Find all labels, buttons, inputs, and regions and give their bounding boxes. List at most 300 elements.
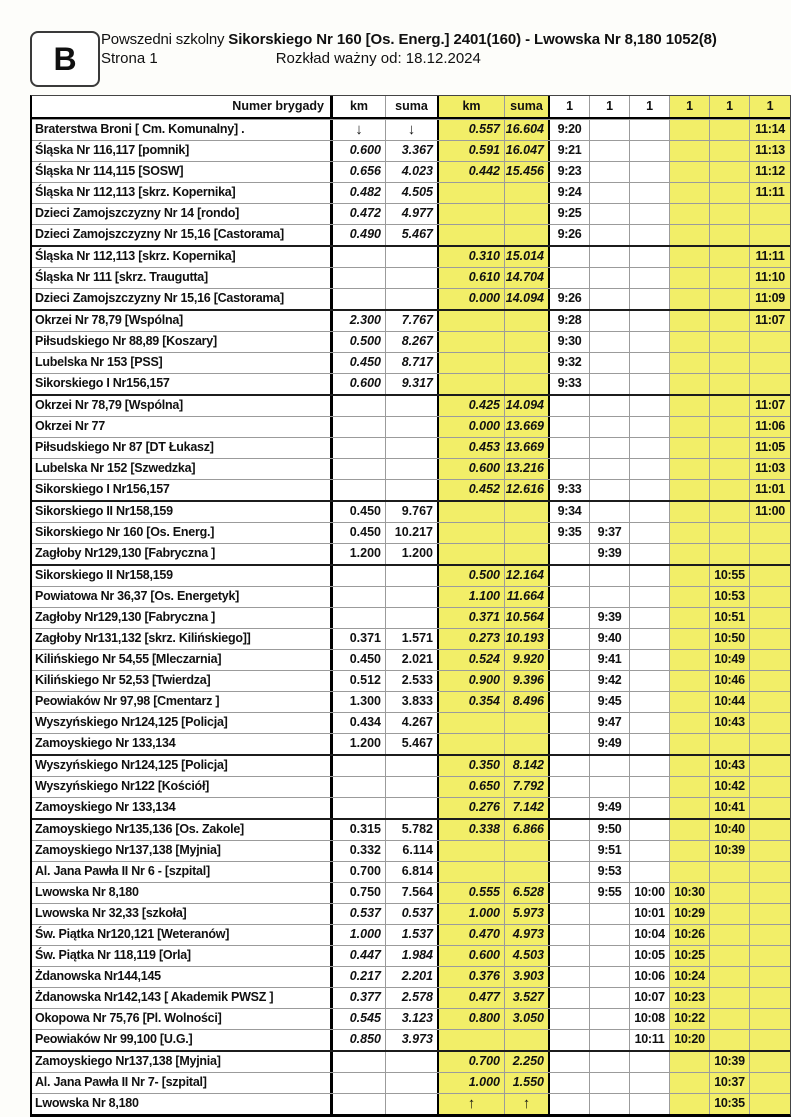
time-cell bbox=[550, 883, 590, 903]
route-down-arrow-icon: ↓ bbox=[333, 120, 386, 140]
time-cell: 10:39 bbox=[710, 1052, 750, 1072]
timetable-row bbox=[32, 331, 790, 352]
timetable-row bbox=[32, 1008, 790, 1029]
km-cell: 1.000 bbox=[439, 1073, 505, 1093]
timetable-row bbox=[32, 924, 790, 945]
time-cell bbox=[710, 438, 750, 458]
suma-cell bbox=[505, 374, 550, 394]
suma-cell bbox=[505, 544, 550, 564]
km-cell: 0.900 bbox=[439, 671, 505, 691]
stop-name-cell: Żdanowska Nr142,143 [ Akademik PWSZ ] bbox=[32, 988, 333, 1008]
time-cell bbox=[710, 162, 750, 182]
time-cell bbox=[670, 141, 710, 161]
time-cell bbox=[670, 396, 710, 416]
time-cell bbox=[670, 480, 710, 500]
time-cell: 9:30 bbox=[550, 332, 590, 352]
stop-name-cell: Śląska Nr 112,113 [skrz. Kopernika] bbox=[32, 183, 333, 203]
km-cell: 0.332 bbox=[333, 841, 386, 861]
valid-from-label: Rozkład ważny od: 18.12.2024 bbox=[275, 50, 481, 67]
time-cell bbox=[550, 1094, 590, 1114]
stop-name-cell: Wyszyńskiego Nr124,125 [Policja] bbox=[32, 713, 333, 733]
stop-name-cell: Śląska Nr 112,113 [skrz. Kopernika] bbox=[32, 247, 333, 267]
time-cell: 10:53 bbox=[710, 587, 750, 607]
time-cell bbox=[630, 438, 670, 458]
km-cell: 1.100 bbox=[439, 587, 505, 607]
time-cell bbox=[550, 777, 590, 797]
suma-cell: 6.528 bbox=[505, 883, 550, 903]
time-cell bbox=[630, 289, 670, 309]
km-cell: 1.000 bbox=[439, 904, 505, 924]
time-cell: 10:29 bbox=[670, 904, 710, 924]
suma-cell: 3.527 bbox=[505, 988, 550, 1008]
suma-cell bbox=[505, 841, 550, 861]
stop-name-cell: Peowiaków Nr 99,100 [U.G.] bbox=[32, 1030, 333, 1050]
suma-cell bbox=[386, 247, 439, 267]
km-cell bbox=[333, 566, 386, 586]
time-cell: 11:07 bbox=[750, 396, 790, 416]
suma-cell bbox=[386, 608, 439, 628]
timetable-row bbox=[32, 754, 790, 776]
time-cell bbox=[590, 311, 630, 331]
suma-cell: 9.767 bbox=[386, 502, 439, 522]
stop-name-cell: Śląska Nr 116,117 [pomnik] bbox=[32, 141, 333, 161]
column-header: suma bbox=[386, 96, 439, 117]
column-header: 1 bbox=[670, 96, 710, 117]
timetable-row bbox=[32, 776, 790, 797]
stop-name-cell: Okrzei Nr 78,79 [Wspólna] bbox=[32, 396, 333, 416]
time-cell bbox=[750, 862, 790, 882]
suma-cell bbox=[386, 438, 439, 458]
suma-cell: 3.367 bbox=[386, 141, 439, 161]
stop-name-cell: Wyszyńskiego Nr124,125 [Policja] bbox=[32, 756, 333, 776]
time-cell bbox=[670, 183, 710, 203]
km-cell: 0.376 bbox=[439, 967, 505, 987]
km-cell bbox=[333, 756, 386, 776]
suma-cell bbox=[505, 862, 550, 882]
column-header: km bbox=[333, 96, 386, 117]
suma-cell: 16.604 bbox=[505, 120, 550, 140]
km-cell: 0.450 bbox=[333, 523, 386, 543]
time-cell bbox=[590, 566, 630, 586]
time-cell: 10:08 bbox=[630, 1009, 670, 1029]
time-cell bbox=[550, 247, 590, 267]
suma-cell: 2.021 bbox=[386, 650, 439, 670]
time-cell bbox=[590, 1094, 630, 1114]
time-cell bbox=[710, 1009, 750, 1029]
km-cell: 0.500 bbox=[333, 332, 386, 352]
time-cell: 9:33 bbox=[550, 374, 590, 394]
time-cell bbox=[550, 988, 590, 1008]
time-cell bbox=[670, 544, 710, 564]
time-cell bbox=[670, 671, 710, 691]
time-cell bbox=[750, 566, 790, 586]
column-header: 1 bbox=[590, 96, 630, 117]
time-cell bbox=[710, 925, 750, 945]
suma-cell bbox=[505, 523, 550, 543]
suma-cell: 9.920 bbox=[505, 650, 550, 670]
suma-cell: 1.200 bbox=[386, 544, 439, 564]
km-cell: 0.800 bbox=[439, 1009, 505, 1029]
suma-cell: 5.467 bbox=[386, 225, 439, 245]
time-cell bbox=[630, 225, 670, 245]
timetable-row bbox=[32, 586, 790, 607]
time-cell: 10:05 bbox=[630, 946, 670, 966]
time-cell: 9:49 bbox=[590, 798, 630, 818]
time-cell bbox=[630, 756, 670, 776]
time-cell bbox=[630, 204, 670, 224]
time-cell bbox=[710, 417, 750, 437]
time-cell: 10:23 bbox=[670, 988, 710, 1008]
time-cell bbox=[630, 353, 670, 373]
time-cell: 10:43 bbox=[710, 756, 750, 776]
km-cell: 2.300 bbox=[333, 311, 386, 331]
suma-cell: 6.814 bbox=[386, 862, 439, 882]
time-cell: 11:06 bbox=[750, 417, 790, 437]
time-cell bbox=[670, 247, 710, 267]
time-cell bbox=[590, 756, 630, 776]
time-cell bbox=[750, 734, 790, 754]
time-cell bbox=[550, 1030, 590, 1050]
time-cell bbox=[630, 396, 670, 416]
timetable-row bbox=[32, 1072, 790, 1093]
suma-cell: 7.767 bbox=[386, 311, 439, 331]
time-cell bbox=[670, 587, 710, 607]
stop-name-cell: Lwowska Nr 32,33 [szkoła] bbox=[32, 904, 333, 924]
time-cell bbox=[750, 353, 790, 373]
time-cell bbox=[670, 459, 710, 479]
time-cell: 9:40 bbox=[590, 629, 630, 649]
time-cell bbox=[710, 523, 750, 543]
time-cell bbox=[590, 417, 630, 437]
time-cell: 9:47 bbox=[590, 713, 630, 733]
time-cell bbox=[710, 946, 750, 966]
timetable-row bbox=[32, 479, 790, 500]
km-cell: 0.600 bbox=[333, 374, 386, 394]
km-cell: 0.600 bbox=[439, 946, 505, 966]
km-cell bbox=[333, 438, 386, 458]
time-cell bbox=[750, 1030, 790, 1050]
suma-cell: 3.123 bbox=[386, 1009, 439, 1029]
time-cell bbox=[750, 967, 790, 987]
suma-cell: 13.669 bbox=[505, 417, 550, 437]
timetable-row bbox=[32, 628, 790, 649]
stop-name-cell: Sikorskiego II Nr158,159 bbox=[32, 502, 333, 522]
time-cell bbox=[550, 650, 590, 670]
time-cell bbox=[590, 946, 630, 966]
km-cell: 0.470 bbox=[439, 925, 505, 945]
time-cell: 9:24 bbox=[550, 183, 590, 203]
stop-name-cell: Al. Jana Pawła II Nr 7- [szpital] bbox=[32, 1073, 333, 1093]
time-cell bbox=[590, 268, 630, 288]
time-cell bbox=[710, 883, 750, 903]
suma-cell: 3.833 bbox=[386, 692, 439, 712]
km-cell bbox=[333, 798, 386, 818]
time-cell bbox=[750, 946, 790, 966]
suma-cell: 14.094 bbox=[505, 289, 550, 309]
suma-cell bbox=[505, 183, 550, 203]
route-up-arrow-icon: ↑ bbox=[439, 1094, 505, 1114]
km-cell: 0.452 bbox=[439, 480, 505, 500]
time-cell: 10:24 bbox=[670, 967, 710, 987]
km-cell: 0.371 bbox=[439, 608, 505, 628]
time-cell: 9:39 bbox=[590, 544, 630, 564]
km-cell: 0.545 bbox=[333, 1009, 386, 1029]
suma-cell: 10.217 bbox=[386, 523, 439, 543]
time-cell bbox=[750, 523, 790, 543]
suma-cell bbox=[386, 480, 439, 500]
time-cell: 9:32 bbox=[550, 353, 590, 373]
time-cell bbox=[550, 946, 590, 966]
time-cell bbox=[710, 459, 750, 479]
time-cell bbox=[670, 692, 710, 712]
time-cell bbox=[590, 1009, 630, 1029]
time-cell bbox=[590, 332, 630, 352]
time-cell bbox=[590, 204, 630, 224]
suma-cell bbox=[505, 1030, 550, 1050]
time-cell: 10:44 bbox=[710, 692, 750, 712]
km-cell: 0.453 bbox=[439, 438, 505, 458]
km-cell bbox=[439, 204, 505, 224]
time-cell bbox=[630, 332, 670, 352]
column-header: 1 bbox=[550, 96, 590, 117]
time-cell bbox=[550, 459, 590, 479]
time-cell bbox=[590, 904, 630, 924]
stop-name-cell: Lwowska Nr 8,180 bbox=[32, 1094, 333, 1114]
stop-name-cell: Sikorskiego I Nr156,157 bbox=[32, 480, 333, 500]
time-cell bbox=[710, 204, 750, 224]
time-cell bbox=[670, 1073, 710, 1093]
time-cell bbox=[630, 671, 670, 691]
timetable-row bbox=[32, 224, 790, 245]
km-cell: 0.450 bbox=[333, 353, 386, 373]
time-cell bbox=[670, 841, 710, 861]
time-cell bbox=[710, 332, 750, 352]
suma-cell bbox=[386, 1094, 439, 1114]
suma-cell: 6.866 bbox=[505, 820, 550, 840]
time-cell: 9:49 bbox=[590, 734, 630, 754]
suma-cell: 10.564 bbox=[505, 608, 550, 628]
suma-cell: 10.193 bbox=[505, 629, 550, 649]
time-cell bbox=[750, 1073, 790, 1093]
km-cell bbox=[333, 417, 386, 437]
km-cell: 0.447 bbox=[333, 946, 386, 966]
stop-name-cell: Okrzei Nr 77 bbox=[32, 417, 333, 437]
column-header: km bbox=[439, 96, 505, 117]
time-cell bbox=[550, 713, 590, 733]
stop-name-cell: Zamoyskiego Nr135,136 [Os. Zakole] bbox=[32, 820, 333, 840]
km-cell: 1.000 bbox=[333, 925, 386, 945]
timetable-row bbox=[32, 1093, 790, 1114]
time-cell bbox=[630, 820, 670, 840]
time-cell: 9:26 bbox=[550, 225, 590, 245]
column-header: 1 bbox=[630, 96, 670, 117]
time-cell bbox=[710, 268, 750, 288]
suma-cell: 4.973 bbox=[505, 925, 550, 945]
time-cell: 9:41 bbox=[590, 650, 630, 670]
km-cell: 0.610 bbox=[439, 268, 505, 288]
suma-cell: 2.201 bbox=[386, 967, 439, 987]
time-cell bbox=[710, 120, 750, 140]
stop-name-cell: Dzieci Zamojszczyzny Nr 15,16 [Castorama] bbox=[32, 225, 333, 245]
time-cell: 11:10 bbox=[750, 268, 790, 288]
stop-name-cell: Al. Jana Pawła II Nr 6 - [szpital] bbox=[32, 862, 333, 882]
stop-name-cell: Św. Piątka Nr120,121 [Weteranów] bbox=[32, 925, 333, 945]
time-cell: 10:39 bbox=[710, 841, 750, 861]
timetable-row bbox=[32, 945, 790, 966]
time-cell bbox=[630, 374, 670, 394]
km-cell: 0.555 bbox=[439, 883, 505, 903]
time-cell: 10:42 bbox=[710, 777, 750, 797]
time-cell bbox=[550, 566, 590, 586]
suma-cell: 9.396 bbox=[505, 671, 550, 691]
km-cell bbox=[333, 608, 386, 628]
time-cell bbox=[590, 480, 630, 500]
stop-name-cell: Śląska Nr 114,115 [SOSW] bbox=[32, 162, 333, 182]
time-cell: 10:51 bbox=[710, 608, 750, 628]
km-cell: 0.600 bbox=[333, 141, 386, 161]
time-cell: 9:55 bbox=[590, 883, 630, 903]
time-cell bbox=[670, 120, 710, 140]
time-cell bbox=[630, 713, 670, 733]
route-up-arrow-icon: ↑ bbox=[505, 1094, 550, 1114]
km-cell: 0.591 bbox=[439, 141, 505, 161]
suma-cell bbox=[386, 587, 439, 607]
timetable-row bbox=[32, 797, 790, 818]
time-cell bbox=[670, 777, 710, 797]
time-cell bbox=[670, 353, 710, 373]
time-cell: 9:35 bbox=[550, 523, 590, 543]
time-cell bbox=[670, 629, 710, 649]
time-cell bbox=[630, 1052, 670, 1072]
time-cell bbox=[750, 756, 790, 776]
suma-cell bbox=[386, 289, 439, 309]
suma-cell bbox=[505, 204, 550, 224]
time-cell bbox=[670, 862, 710, 882]
time-cell bbox=[630, 502, 670, 522]
km-cell: 1.200 bbox=[333, 544, 386, 564]
stop-name-cell: Zamoyskiego Nr137,138 [Myjnia] bbox=[32, 841, 333, 861]
time-cell bbox=[630, 141, 670, 161]
time-cell bbox=[670, 820, 710, 840]
timetable-row bbox=[32, 818, 790, 840]
km-cell: 0.850 bbox=[333, 1030, 386, 1050]
timetable-row bbox=[32, 670, 790, 691]
time-cell bbox=[550, 268, 590, 288]
time-cell bbox=[670, 289, 710, 309]
km-cell: 0.000 bbox=[439, 289, 505, 309]
time-cell: 10:43 bbox=[710, 713, 750, 733]
suma-cell bbox=[505, 311, 550, 331]
time-cell bbox=[630, 120, 670, 140]
suma-cell: 4.023 bbox=[386, 162, 439, 182]
route-down-arrow-icon: ↓ bbox=[386, 120, 439, 140]
time-cell bbox=[550, 756, 590, 776]
time-cell bbox=[670, 374, 710, 394]
time-cell: 10:01 bbox=[630, 904, 670, 924]
time-cell: 11:03 bbox=[750, 459, 790, 479]
time-cell bbox=[590, 777, 630, 797]
time-cell: 10:46 bbox=[710, 671, 750, 691]
km-cell: 0.315 bbox=[333, 820, 386, 840]
time-cell: 9:50 bbox=[590, 820, 630, 840]
km-cell bbox=[333, 289, 386, 309]
header-second-line bbox=[101, 50, 791, 67]
suma-cell bbox=[386, 756, 439, 776]
time-cell bbox=[750, 544, 790, 564]
time-cell: 10:26 bbox=[670, 925, 710, 945]
km-cell bbox=[439, 374, 505, 394]
time-cell bbox=[750, 692, 790, 712]
time-cell bbox=[630, 1073, 670, 1093]
time-cell: 10:55 bbox=[710, 566, 750, 586]
time-cell bbox=[710, 289, 750, 309]
timetable-row bbox=[32, 649, 790, 670]
suma-cell: 8.267 bbox=[386, 332, 439, 352]
km-cell: 1.200 bbox=[333, 734, 386, 754]
suma-cell: 7.142 bbox=[505, 798, 550, 818]
km-cell: 0.000 bbox=[439, 417, 505, 437]
time-cell: 10:50 bbox=[710, 629, 750, 649]
time-cell bbox=[590, 120, 630, 140]
time-cell bbox=[750, 225, 790, 245]
time-cell bbox=[550, 862, 590, 882]
suma-cell bbox=[505, 713, 550, 733]
km-cell: 0.557 bbox=[439, 120, 505, 140]
time-cell bbox=[750, 608, 790, 628]
suma-cell: 11.664 bbox=[505, 587, 550, 607]
stop-name-cell: Zamoyskiego Nr137,138 [Myjnia] bbox=[32, 1052, 333, 1072]
km-cell: 0.700 bbox=[333, 862, 386, 882]
km-cell: 0.371 bbox=[333, 629, 386, 649]
suma-cell: 16.047 bbox=[505, 141, 550, 161]
time-cell bbox=[630, 608, 670, 628]
suma-cell: 12.164 bbox=[505, 566, 550, 586]
suma-cell: 6.114 bbox=[386, 841, 439, 861]
time-cell: 11:00 bbox=[750, 502, 790, 522]
time-cell: 9:28 bbox=[550, 311, 590, 331]
km-cell bbox=[439, 353, 505, 373]
time-cell bbox=[630, 798, 670, 818]
timetable-row bbox=[32, 140, 790, 161]
time-cell bbox=[630, 566, 670, 586]
km-cell: 0.472 bbox=[333, 204, 386, 224]
timetable-row bbox=[32, 288, 790, 309]
suma-cell: 4.503 bbox=[505, 946, 550, 966]
time-cell bbox=[590, 438, 630, 458]
suma-cell: 1.984 bbox=[386, 946, 439, 966]
time-cell bbox=[710, 353, 750, 373]
time-cell bbox=[550, 692, 590, 712]
column-header: 1 bbox=[710, 96, 750, 117]
suma-cell: 5.467 bbox=[386, 734, 439, 754]
stop-name-cell: Kilińskiego Nr 52,53 [Twierdza] bbox=[32, 671, 333, 691]
time-cell bbox=[710, 374, 750, 394]
timetable-row bbox=[32, 861, 790, 882]
suma-cell bbox=[386, 1052, 439, 1072]
time-cell bbox=[550, 1073, 590, 1093]
km-cell bbox=[439, 311, 505, 331]
timetable-row bbox=[32, 987, 790, 1008]
time-cell: 10:04 bbox=[630, 925, 670, 945]
stop-name-cell: Kilińskiego Nr 54,55 [Mleczarnia] bbox=[32, 650, 333, 670]
timetable-row bbox=[32, 733, 790, 754]
time-cell bbox=[590, 988, 630, 1008]
time-cell: 9:20 bbox=[550, 120, 590, 140]
km-cell bbox=[439, 841, 505, 861]
stop-name-cell: Okopowa Nr 75,76 [Pl. Wolności] bbox=[32, 1009, 333, 1029]
time-cell bbox=[710, 862, 750, 882]
time-cell bbox=[670, 332, 710, 352]
